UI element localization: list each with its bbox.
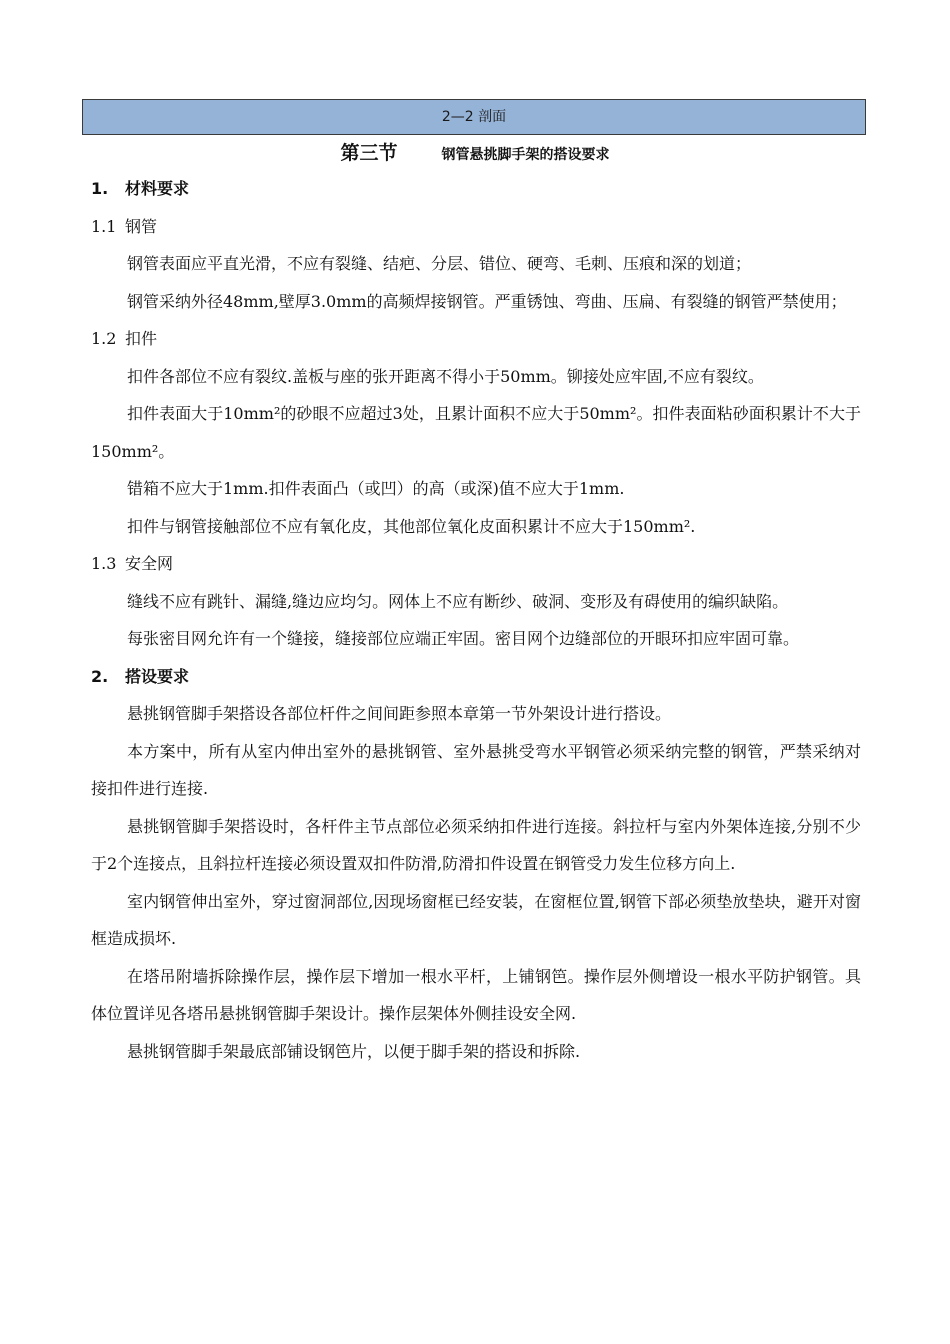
subheading-number: 1.2 [91, 329, 117, 348]
heading-level-2 [91, 208, 861, 246]
paragraph: 钢管采纳外径48mm,壁厚3.0mm的高频焊接钢管。严重锈蚀、弯曲、压扁、有裂缝的钢管严禁使用； [127, 291, 847, 311]
section-number: 第三节 [340, 142, 398, 164]
paragraph: 悬挑钢管脚手架搭设各部位杆件之间间距参照本章第一节外架设计进行搭设。 [127, 704, 672, 723]
paragraph: 悬挑钢管脚手架搭设时，各杆件主节点部位必须采纳扣件进行连接。斜拉杆与室内外架体连接,分别不少于2个连接点，且斜拉杆连接必须设置双扣件防滑,防滑扣件设置在钢管受力发生位移方向上. [91, 816, 861, 873]
section-title: 钢管悬挑脚手架的搭设要求 [441, 147, 610, 163]
section-caption-box: 2—2 剖面 [82, 99, 866, 135]
paragraph: 扣件表面大于10mm²的砂眼不应超过3处，且累计面积不应大于50mm²。扣件表面粘砂面积累计不大于150mm²。 [91, 404, 861, 461]
paragraph: 本方案中，所有从室内伸出室外的悬挑钢管、室外悬挑受弯水平钢管必须采纳完整的钢管，严禁采纳对接扣件进行连接. [91, 741, 861, 798]
heading-level-2 [91, 545, 861, 583]
subheading-number: 1.3 [91, 554, 117, 573]
paragraph: 室内钢管伸出室外，穿过窗洞部位,因现场窗框已经安装，在窗框位置,钢管下部必须垫放垫块，避开对窗框造成损坏. [91, 891, 861, 948]
heading-level-1 [91, 658, 861, 696]
heading-level-2 [91, 320, 861, 358]
paragraph: 缝线不应有跳针、漏缝,缝边应均匀。网体上不应有断纱、破洞、变形及有碍使用的编织缺陷。 [127, 591, 789, 611]
paragraph: 每张密目网允许有一个缝接，缝接部位应端正牢固。密目网个边缝部位的开眼环扣应牢固可靠。 [127, 629, 800, 648]
paragraph: 扣件各部位不应有裂纹.盖板与座的张开距离不得小于50mm。铆接处应牢固,不应有裂纹。 [127, 366, 764, 386]
heading-number: 1. [91, 179, 109, 198]
subheading-text: 安全网 [125, 554, 174, 573]
paragraph: 错箱不应大于1mm.扣件表面凸（或凹）的高（或深)值不应大于1mm. [127, 479, 625, 498]
paragraph: 在塔吊附墙拆除操作层，操作层下增加一根水平杆，上铺钢笆。操作层外侧增设一根水平防护钢管。具体位置详见各塔吊悬挑钢管脚手架设计。操作层架体外侧挂设安全网. [91, 966, 861, 1023]
section-heading [0, 138, 950, 165]
subheading-text: 钢管 [125, 216, 158, 236]
subheading-number: 1.1 [91, 216, 117, 236]
heading-number: 2. [91, 666, 109, 686]
heading-level-1 [91, 170, 861, 208]
paragraph: 钢管表面应平直光滑，不应有裂缝、结疤、分层、错位、硬弯、毛刺、压痕和深的划道； [127, 254, 752, 273]
paragraph: 悬挑钢管脚手架最底部铺设钢笆片，以便于脚手架的搭设和拆除. [127, 1041, 581, 1061]
subheading-text: 扣件 [125, 329, 158, 348]
heading-text: 材料要求 [125, 179, 190, 198]
heading-text: 搭设要求 [125, 666, 190, 686]
document-body [91, 170, 861, 1070]
paragraph: 扣件与钢管接触部位不应有氧化皮，其他部位氧化皮面积累计不应大于150mm². [127, 516, 696, 536]
